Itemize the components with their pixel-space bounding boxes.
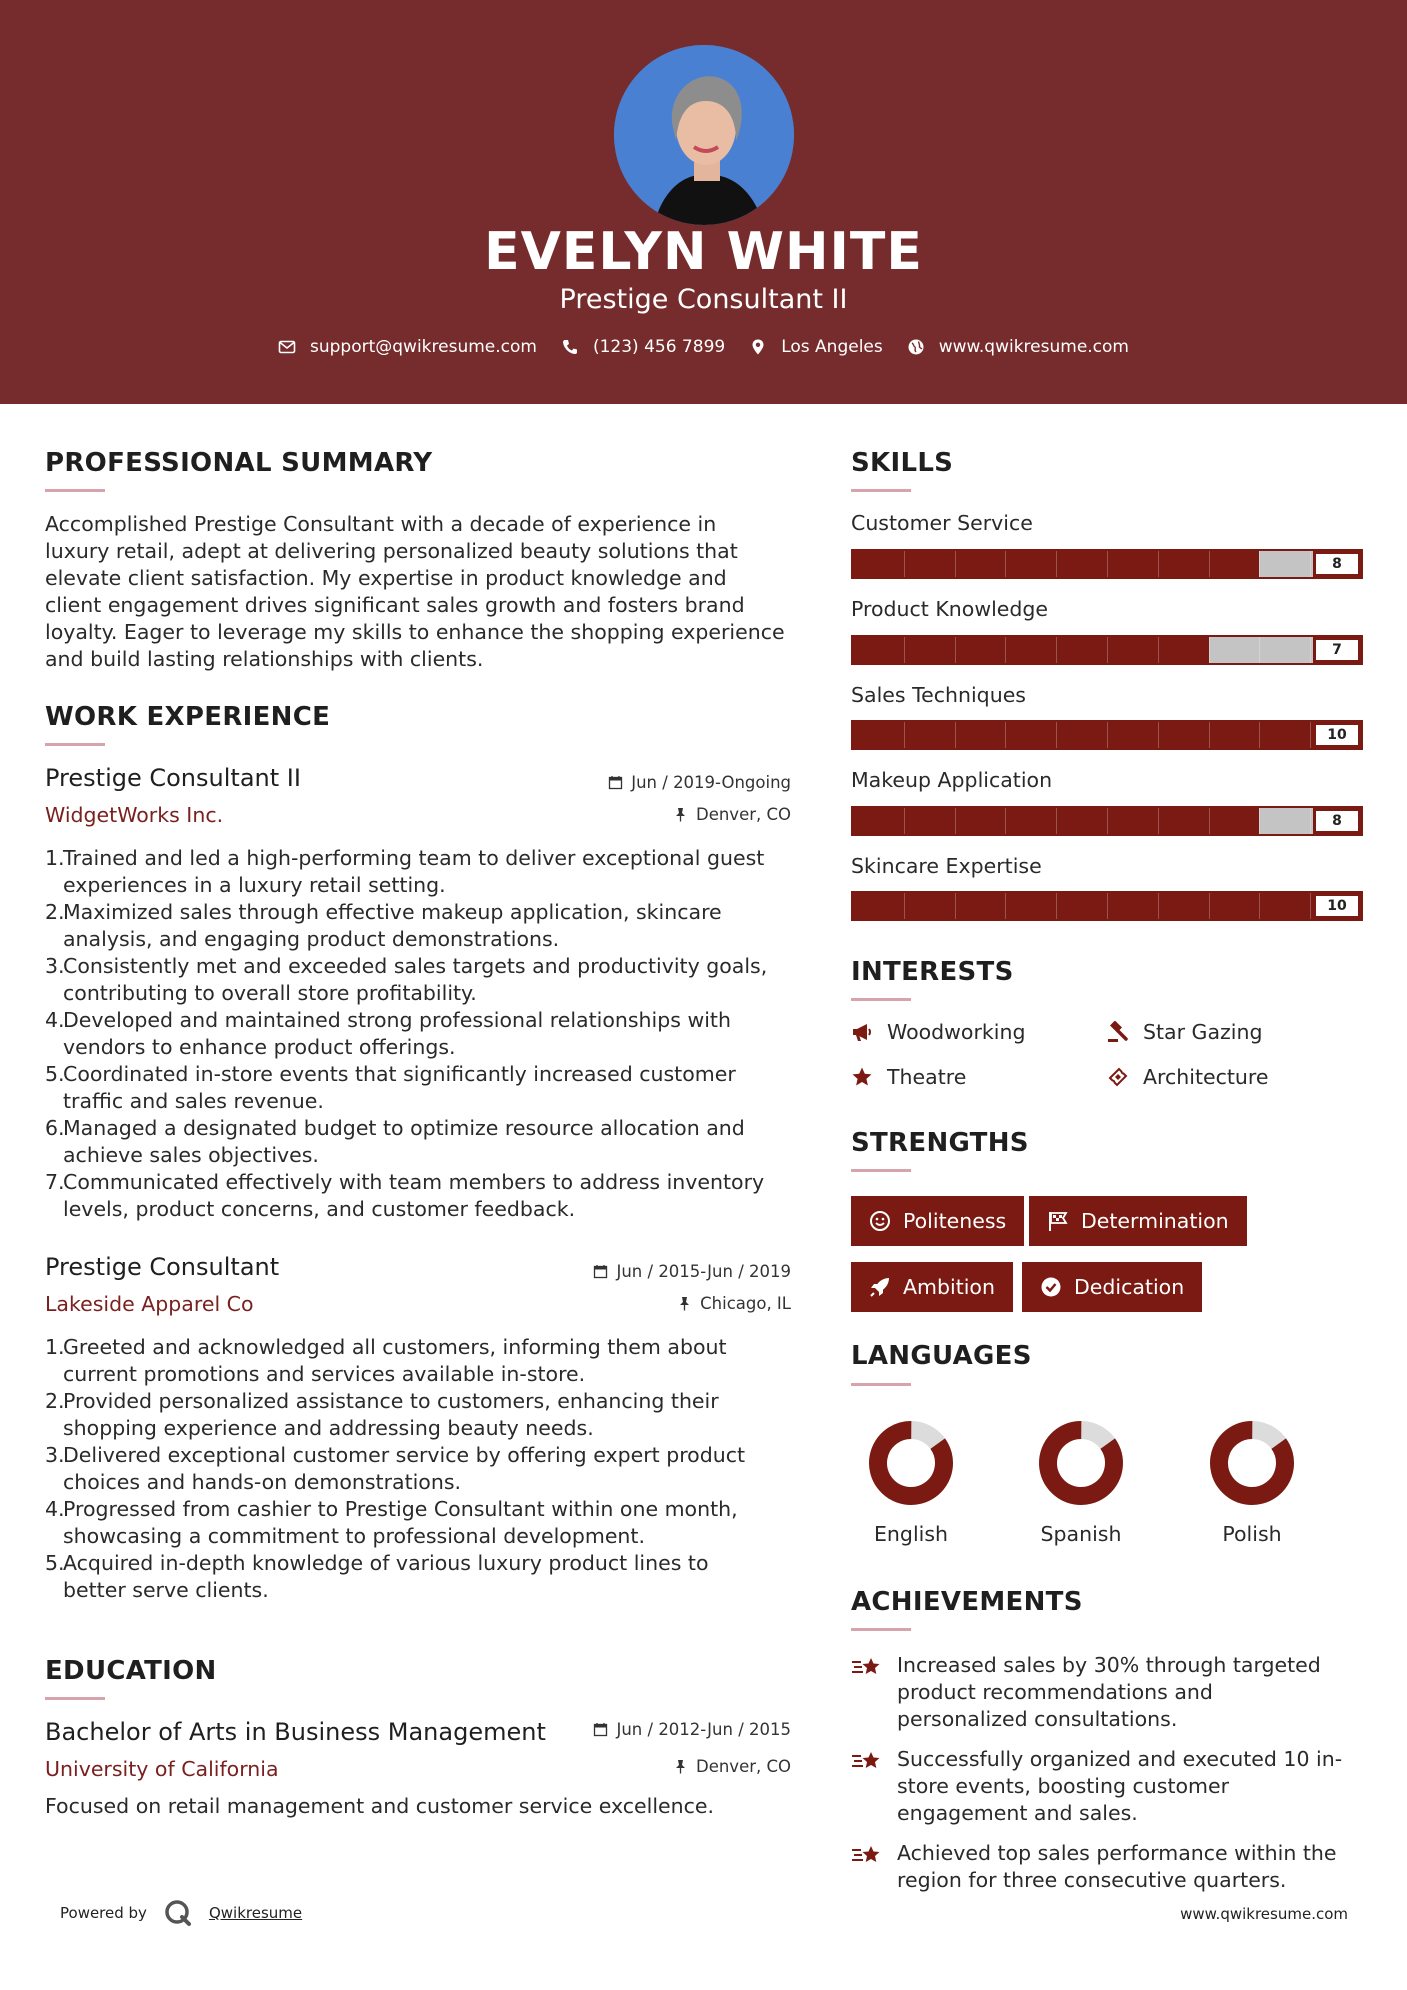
skill-bar bbox=[851, 891, 1363, 921]
achievement-item: Successfully organized and executed 10 in- store events, boosting customer engagement and sales. bbox=[851, 1746, 1342, 1827]
resume-header bbox=[0, 0, 1407, 404]
education-dates bbox=[491, 1720, 791, 1739]
pushpin-icon bbox=[673, 1759, 688, 1774]
achievement-item: Achieved top sales performance within the region for three consecutive quarters. bbox=[851, 1840, 1337, 1894]
summary-line: luxury retail, adept at delivering personalized beauty solutions that bbox=[45, 539, 738, 563]
list-item: 6. Managed a designated budget to optimize resource allocation and achieve sales objectives. bbox=[45, 1116, 745, 1167]
skill-bar-segment bbox=[955, 808, 956, 834]
job-location bbox=[491, 1294, 791, 1313]
skill-bar-segment bbox=[1310, 551, 1311, 577]
job-location bbox=[491, 805, 791, 824]
skill-bar-segment bbox=[1005, 551, 1006, 577]
skill-value: 10 bbox=[1313, 722, 1361, 748]
skill-bar-segment bbox=[1209, 551, 1210, 577]
skill-bar-segment bbox=[1158, 551, 1159, 577]
skill-bar-segment bbox=[1310, 637, 1311, 663]
list-item: 5. Acquired in-depth knowledge of various luxury product lines to better serve clients. bbox=[45, 1551, 709, 1602]
skill-bar-segment bbox=[904, 722, 905, 748]
skill-bar-segment bbox=[955, 893, 956, 919]
language-label: Polish bbox=[1222, 1522, 1282, 1546]
strength-chip: Politeness bbox=[851, 1196, 1024, 1246]
skill-bar-segment bbox=[1056, 551, 1057, 577]
contact-location-text: Los Angeles bbox=[781, 337, 883, 357]
skill-bar-segment bbox=[1209, 722, 1210, 748]
languages-heading: LANGUAGES bbox=[851, 1341, 1032, 1371]
summary-heading: PROFESSIONAL SUMMARY bbox=[45, 448, 433, 478]
calendar-icon bbox=[608, 775, 623, 790]
footer-website[interactable]: www.qwikresume.com bbox=[1180, 1905, 1348, 1923]
skill-value: 7 bbox=[1313, 637, 1361, 663]
skill-bar-segment bbox=[1259, 893, 1260, 919]
skill-bar-segment bbox=[1005, 808, 1006, 834]
skill-bar-segment bbox=[1209, 893, 1210, 919]
profile-photo bbox=[614, 45, 794, 225]
contact-email[interactable] bbox=[278, 337, 537, 357]
skill-bar-segment bbox=[1107, 893, 1108, 919]
language-item bbox=[851, 1418, 971, 1546]
skill-bar-segment bbox=[1107, 551, 1108, 577]
skill-bar-segment bbox=[1259, 808, 1260, 834]
skills-heading-underline bbox=[851, 489, 911, 492]
skill-bar-segment bbox=[1158, 808, 1159, 834]
qwikresume-logo-icon bbox=[163, 1898, 193, 1928]
job-title: Prestige Consultant II bbox=[45, 764, 301, 792]
skills-heading: SKILLS bbox=[851, 448, 954, 478]
skill-bar-segment bbox=[1005, 893, 1006, 919]
list-item: 7. Communicated effectively with team members to address inventory levels, product concerns, and customer feedback. bbox=[45, 1170, 765, 1221]
skill-bar-segment bbox=[1056, 893, 1057, 919]
job-dates bbox=[491, 773, 791, 792]
skill-bar-segment bbox=[1209, 808, 1210, 834]
school-name: University of California bbox=[45, 1757, 279, 1781]
star-icon bbox=[851, 1066, 873, 1088]
skill-bar-segment bbox=[1310, 893, 1311, 919]
interest-item: Architecture bbox=[1107, 1065, 1269, 1089]
ticket-icon bbox=[1107, 1066, 1129, 1088]
experience-heading-underline bbox=[45, 743, 105, 746]
language-item bbox=[1192, 1418, 1312, 1546]
skill-bar-segment bbox=[1259, 551, 1260, 577]
skill-bar-segment bbox=[904, 893, 905, 919]
powered-by bbox=[60, 1898, 302, 1928]
job-company: Lakeside Apparel Co bbox=[45, 1292, 254, 1316]
list-item: 5. Coordinated in-store events that significantly increased customer traffic and sales revenue. bbox=[45, 1062, 736, 1113]
achievement-item: Increased sales by 30% through targeted product recommendations and personalized consultations. bbox=[851, 1652, 1321, 1733]
skill-label: Product Knowledge bbox=[851, 597, 1049, 621]
skill-bar-segment bbox=[1056, 637, 1057, 663]
education-heading-underline bbox=[45, 1697, 105, 1700]
job-dates-text: Jun / 2019-Ongoing bbox=[631, 773, 791, 792]
language-proficiency-ring bbox=[1036, 1418, 1126, 1508]
contact-email-text: support@qwikresume.com bbox=[310, 337, 537, 357]
person-portrait-icon bbox=[614, 45, 794, 225]
skill-bar-segment bbox=[1158, 722, 1159, 748]
job-responsibilities bbox=[45, 845, 805, 1223]
list-item: 3. Delivered exceptional customer service by offering expert product choices and hands-on demonstrations. bbox=[45, 1443, 746, 1494]
powered-by-label: Powered by bbox=[60, 1904, 147, 1922]
calendar-icon bbox=[593, 1264, 608, 1279]
contact-phone[interactable] bbox=[561, 337, 725, 357]
pushpin-icon bbox=[677, 1296, 692, 1311]
skill-bar-segment bbox=[904, 551, 905, 577]
skill-bar-fill bbox=[853, 637, 1209, 663]
education-location-text: Denver, CO bbox=[695, 1757, 791, 1776]
job-company: WidgetWorks Inc. bbox=[45, 803, 224, 827]
rocket-icon bbox=[869, 1276, 891, 1298]
check-circle-icon bbox=[1040, 1276, 1062, 1298]
skill-bar-segment bbox=[904, 637, 905, 663]
skill-bar-segment bbox=[1310, 722, 1311, 748]
interests-heading-underline bbox=[851, 998, 911, 1001]
list-item: 1. Greeted and acknowledged all customers, informing them about current promotions and services available in-store. bbox=[45, 1335, 727, 1386]
language-proficiency-ring bbox=[1207, 1418, 1297, 1508]
skill-value: 8 bbox=[1313, 551, 1361, 577]
summary-heading-underline bbox=[45, 489, 105, 492]
summary-line: loyalty. Eager to leverage my skills to enhance the shopping experience bbox=[45, 620, 785, 644]
skill-label: Skincare Expertise bbox=[851, 854, 1042, 878]
skill-label: Makeup Application bbox=[851, 768, 1053, 792]
skill-bar-segment bbox=[1107, 722, 1108, 748]
list-item: 2. Maximized sales through effective makeup application, skincare analysis, and engaging product demonstrations. bbox=[45, 900, 722, 951]
interests-heading: INTERESTS bbox=[851, 957, 1014, 987]
job-location-text: Denver, CO bbox=[695, 805, 791, 824]
experience-heading: WORK EXPERIENCE bbox=[45, 702, 331, 732]
globe-icon bbox=[907, 338, 925, 356]
envelope-icon bbox=[278, 338, 296, 356]
job-responsibilities bbox=[45, 1334, 805, 1604]
contact-bar bbox=[0, 337, 1407, 357]
candidate-title: Prestige Consultant II bbox=[559, 284, 848, 315]
skill-value: 8 bbox=[1313, 808, 1361, 834]
skill-bar-segment bbox=[1158, 637, 1159, 663]
language-label: Spanish bbox=[1040, 1522, 1122, 1546]
achievements-heading: ACHIEVEMENTS bbox=[851, 1587, 1083, 1617]
summary-line: Accomplished Prestige Consultant with a decade of experience in bbox=[45, 512, 717, 536]
achievements-heading-underline bbox=[851, 1628, 911, 1631]
skill-bar bbox=[851, 806, 1363, 836]
list-item: 3. Consistently met and exceeded sales targets and productivity goals, contributing to overall store profitability. bbox=[45, 954, 768, 1005]
skill-label: Customer Service bbox=[851, 511, 1033, 535]
education-location bbox=[491, 1757, 791, 1776]
skill-bar-segment bbox=[1259, 722, 1260, 748]
contact-website[interactable] bbox=[907, 337, 1129, 357]
skill-bar-segment bbox=[1107, 808, 1108, 834]
skill-bar-segment bbox=[955, 551, 956, 577]
job-dates-text: Jun / 2015-Jun / 2019 bbox=[616, 1262, 791, 1281]
flag-icon bbox=[1047, 1210, 1069, 1232]
education-heading: EDUCATION bbox=[45, 1656, 217, 1686]
summary-line: client engagement drives significant sales growth and fosters brand bbox=[45, 593, 745, 617]
shooting-star-icon bbox=[851, 1654, 883, 1682]
skill-bar-segment bbox=[1209, 637, 1210, 663]
skill-bar bbox=[851, 720, 1363, 750]
skill-bar-segment bbox=[955, 722, 956, 748]
skill-bar-segment bbox=[1056, 722, 1057, 748]
candidate-name: EVELYN WHITE bbox=[484, 222, 923, 282]
list-item: 4. Developed and maintained strong professional relationships with vendors to enhance product offerings. bbox=[45, 1008, 731, 1059]
language-label: English bbox=[873, 1522, 949, 1546]
skill-value: 10 bbox=[1313, 893, 1361, 919]
gavel-icon bbox=[1107, 1021, 1129, 1043]
calendar-icon bbox=[593, 1722, 608, 1737]
language-proficiency-ring bbox=[866, 1418, 956, 1508]
pushpin-icon bbox=[673, 807, 688, 822]
skill-bar-segment bbox=[1005, 722, 1006, 748]
skill-bar-segment bbox=[1259, 637, 1260, 663]
summary-line: and build lasting relationships with clients. bbox=[45, 647, 484, 671]
strengths-heading: STRENGTHS bbox=[851, 1128, 1029, 1158]
skill-bar-segment bbox=[1107, 637, 1108, 663]
interest-item: Woodworking bbox=[851, 1020, 1025, 1044]
language-item bbox=[1021, 1418, 1141, 1546]
skill-bar-segment bbox=[955, 637, 956, 663]
list-item: 1. Trained and led a high-performing team to deliver exceptional guest experiences in a luxury retail setting. bbox=[45, 846, 765, 897]
strength-chip: Ambition bbox=[851, 1262, 1013, 1312]
skill-bar-segment bbox=[904, 808, 905, 834]
skill-bar-segment bbox=[1158, 893, 1159, 919]
skill-bar bbox=[851, 635, 1363, 665]
strengths-heading-underline bbox=[851, 1169, 911, 1172]
list-item: 2. Provided personalized assistance to customers, enhancing their shopping experience and addressing beauty needs. bbox=[45, 1389, 719, 1440]
summary-line: elevate client satisfaction. My expertise in product knowledge and bbox=[45, 566, 727, 590]
skill-bar-segment bbox=[1056, 808, 1057, 834]
map-pin-icon bbox=[749, 338, 767, 356]
job-location-text: Chicago, IL bbox=[700, 1294, 791, 1313]
interest-item: Theatre bbox=[851, 1065, 966, 1089]
skill-bar bbox=[851, 549, 1363, 579]
education-description: Focused on retail management and customer service excellence. bbox=[45, 1794, 715, 1818]
interest-item: Star Gazing bbox=[1107, 1020, 1262, 1044]
contact-phone-text: (123) 456 7899 bbox=[592, 337, 726, 357]
contact-location bbox=[749, 337, 883, 357]
contact-website-text: www.qwikresume.com bbox=[938, 337, 1129, 357]
job-title: Prestige Consultant bbox=[45, 1253, 280, 1281]
job-dates bbox=[491, 1262, 791, 1281]
summary-text bbox=[45, 511, 805, 673]
skill-label: Sales Techniques bbox=[851, 683, 1026, 707]
strength-chip: Dedication bbox=[1022, 1262, 1202, 1312]
list-item: 4. Progressed from cashier to Prestige Consultant within one month, showcasing a commitment to professional development. bbox=[45, 1497, 738, 1548]
shooting-star-icon bbox=[851, 1748, 883, 1776]
phone-icon bbox=[561, 338, 579, 356]
qwikresume-link[interactable]: Qwikresume bbox=[208, 1904, 303, 1922]
degree-title: Bachelor of Arts in Business Management bbox=[45, 1718, 546, 1746]
strength-chip: Determination bbox=[1029, 1196, 1247, 1246]
shooting-star-icon bbox=[851, 1842, 883, 1870]
smile-icon bbox=[869, 1210, 891, 1232]
education-dates-text: Jun / 2012-Jun / 2015 bbox=[616, 1720, 791, 1739]
megaphone-icon bbox=[851, 1021, 873, 1043]
languages-heading-underline bbox=[851, 1383, 911, 1386]
skill-bar-segment bbox=[1005, 637, 1006, 663]
skill-bar-segment bbox=[1310, 808, 1311, 834]
